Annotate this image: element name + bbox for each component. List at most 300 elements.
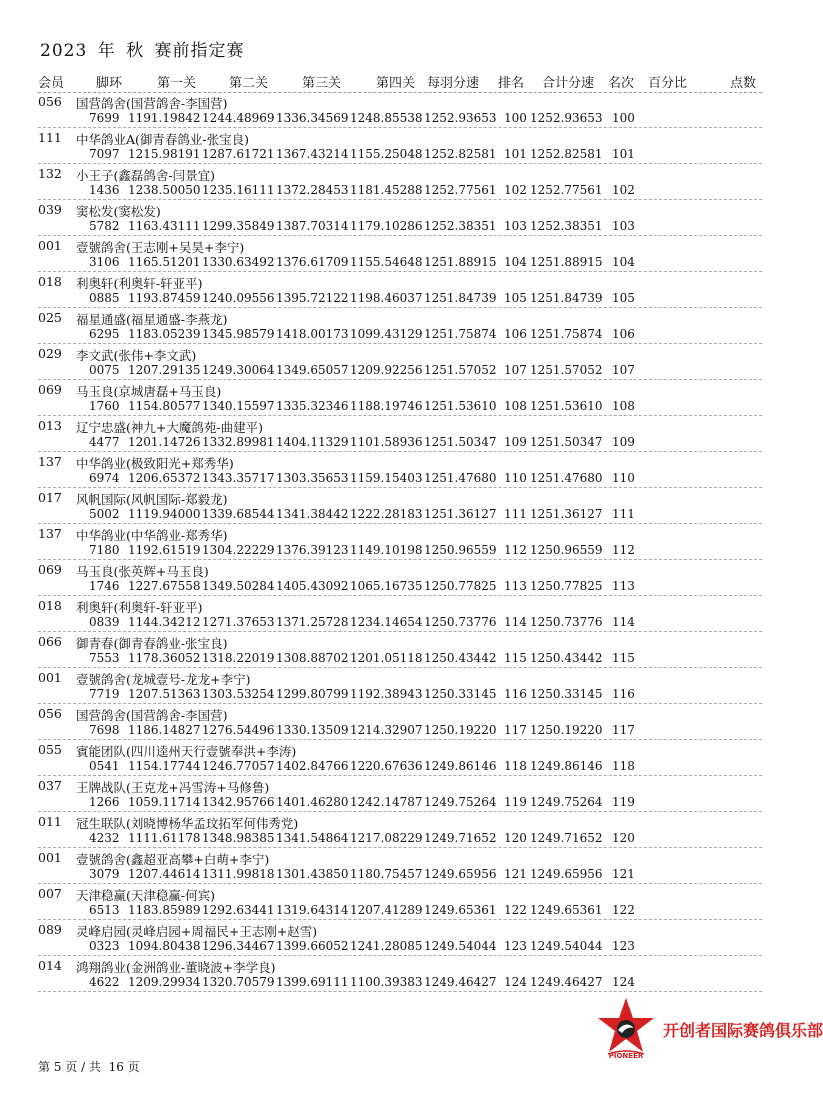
stage3-speed: 1330.13509 (276, 723, 349, 737)
result-line (0, 939, 800, 954)
ring-number: 7719 (89, 687, 120, 701)
table-row (0, 596, 800, 632)
per-bird-speed: 1252.82581 (424, 147, 497, 161)
member-number: 056 (38, 706, 62, 721)
member-number: 001 (38, 850, 62, 865)
per-bird-speed: 1250.73776 (424, 615, 497, 629)
total-speed: 1251.36127 (530, 507, 603, 521)
stage1-speed: 1238.50050 (128, 183, 201, 197)
stage4-speed: 1159.15403 (350, 471, 423, 485)
result-line (0, 327, 800, 342)
place: 103 (612, 219, 635, 233)
ring-number: 0075 (89, 363, 120, 377)
stage1-speed: 1178.36052 (128, 651, 201, 665)
stage3-speed: 1341.54864 (276, 831, 349, 845)
stage1-speed: 1154.17744 (128, 759, 201, 773)
stage2-speed: 1240.09556 (202, 291, 275, 305)
total-speed: 1249.46427 (530, 975, 603, 989)
stage4-speed: 1242.14787 (350, 795, 423, 809)
page-footer: 第 5 页 / 共 16 页 (38, 1060, 140, 1074)
result-line (0, 363, 800, 378)
stage2-speed: 1345.98579 (202, 327, 275, 341)
stage1-speed: 1207.44614 (128, 867, 201, 881)
stage2-speed: 1330.63492 (202, 255, 275, 269)
per-bird-speed: 1249.54044 (424, 939, 497, 953)
rank: 108 (504, 399, 527, 413)
stage1-speed: 1227.67558 (128, 579, 201, 593)
stage1-speed: 1165.51201 (128, 255, 201, 269)
stage2-speed: 1348.98385 (202, 831, 275, 845)
total-speed: 1250.77825 (530, 579, 603, 593)
header-rank: 排名 (498, 76, 525, 91)
result-line (0, 507, 800, 522)
stage3-speed: 1372.28453 (276, 183, 349, 197)
stage2-speed: 1271.37653 (202, 615, 275, 629)
place: 121 (612, 867, 635, 881)
per-bird-speed: 1249.65361 (424, 903, 497, 917)
stage2-speed: 1349.50284 (202, 579, 275, 593)
ring-number: 7699 (89, 111, 120, 125)
table-row (0, 200, 800, 236)
per-bird-speed: 1250.33145 (424, 687, 497, 701)
result-line (0, 831, 800, 846)
total-speed: 1249.86146 (530, 759, 603, 773)
team-name: 中华鸽业(极致阳光+郑秀华) (76, 456, 234, 471)
total-speed: 1252.77561 (530, 183, 603, 197)
total-speed: 1251.57052 (530, 363, 603, 377)
team-name: 中华鸽业A(御青春鸽业-张宝良) (76, 132, 250, 147)
member-number: 055 (38, 742, 62, 757)
per-bird-speed: 1251.53610 (424, 399, 497, 413)
stage3-speed: 1404.11329 (276, 435, 349, 449)
member-number: 025 (38, 310, 62, 325)
club-logo (596, 996, 823, 1060)
stage3-speed: 1405.43092 (276, 579, 349, 593)
team-name: 李文武(张伟+李文武) (76, 348, 197, 363)
team-name: 窦松发(窦松发) (76, 204, 161, 219)
ring-number: 6295 (89, 327, 120, 341)
rank: 119 (504, 795, 527, 809)
table-row (0, 776, 800, 812)
place: 101 (612, 147, 635, 161)
header-total: 合计分速 (542, 76, 595, 91)
total-speed: 1251.50347 (530, 435, 603, 449)
pioneer-star-icon (596, 996, 656, 1060)
stage3-speed: 1376.39123 (276, 543, 349, 557)
rank: 111 (504, 507, 527, 521)
place: 115 (612, 651, 635, 665)
ring-number: 7698 (89, 723, 120, 737)
team-name: 福星通盛(福星通盛-李燕龙) (76, 312, 228, 327)
team-name: 壹號鸽舍(鑫超亚高攀+白萌+李宁) (76, 852, 270, 867)
team-name: 壹號鸽舍(王志刚+吴昊+李宁) (76, 240, 245, 255)
per-bird-speed: 1252.77561 (424, 183, 497, 197)
stage4-speed: 1220.67636 (350, 759, 423, 773)
stage2-speed: 1276.54496 (202, 723, 275, 737)
result-line (0, 291, 800, 306)
stage1-speed: 1201.14726 (128, 435, 201, 449)
member-number: 018 (38, 274, 62, 289)
header-stage3: 第三关 (302, 76, 342, 91)
result-line (0, 975, 800, 990)
rank: 102 (504, 183, 527, 197)
team-name: 辽宁忠盛(神九+大魔鸽苑-曲建平) (76, 420, 263, 435)
ring-number: 1436 (89, 183, 120, 197)
place: 117 (612, 723, 635, 737)
member-number: 001 (38, 238, 62, 253)
ring-number: 0541 (89, 759, 120, 773)
total-speed: 1251.84739 (530, 291, 603, 305)
stage4-speed: 1241.28085 (350, 939, 423, 953)
per-bird-speed: 1251.47680 (424, 471, 497, 485)
stage1-speed: 1094.80438 (128, 939, 201, 953)
stage2-speed: 1332.89981 (202, 435, 275, 449)
result-line (0, 399, 800, 414)
stage1-speed: 1059.11714 (128, 795, 201, 809)
stage3-speed: 1335.32346 (276, 399, 349, 413)
stage2-speed: 1320.70579 (202, 975, 275, 989)
table-row (0, 272, 800, 308)
place: 102 (612, 183, 635, 197)
stage3-speed: 1303.35653 (276, 471, 349, 485)
per-bird-speed: 1251.50347 (424, 435, 497, 449)
member-number: 069 (38, 382, 62, 397)
stage1-speed: 1215.98191 (128, 147, 201, 161)
team-name: 天津稳赢(天津稳赢-何宾) (76, 888, 215, 903)
table-row (0, 668, 800, 704)
stage2-speed: 1318.22019 (202, 651, 275, 665)
stage4-speed: 1234.14654 (350, 615, 423, 629)
result-line (0, 471, 800, 486)
team-name: 风帆国际(风帆国际-郑毅龙) (76, 492, 228, 507)
team-name: 利奥轩(利奥轩-轩亚平) (76, 276, 203, 291)
stage4-speed: 1155.25048 (350, 147, 423, 161)
member-number: 039 (38, 202, 62, 217)
team-name: 賓能团队(四川逵州天行壹號奉洪+李涛) (76, 744, 297, 759)
ring-number: 0885 (89, 291, 120, 305)
table-row (0, 920, 800, 956)
per-bird-speed: 1249.75264 (424, 795, 497, 809)
table-row (0, 524, 800, 560)
stage3-speed: 1301.43850 (276, 867, 349, 881)
member-number: 011 (38, 814, 62, 829)
stage3-speed: 1399.69111 (276, 975, 349, 989)
result-line (0, 435, 800, 450)
place: 105 (612, 291, 635, 305)
table-row (0, 740, 800, 776)
header-member: 会员 (38, 76, 65, 91)
stage4-speed: 1065.16735 (350, 579, 423, 593)
stage2-speed: 1311.99818 (202, 867, 275, 881)
result-line (0, 867, 800, 882)
per-bird-speed: 1252.38351 (424, 219, 497, 233)
member-number: 137 (38, 454, 62, 469)
team-name: 马玉良(张英辉+马玉良) (76, 564, 209, 579)
stage3-speed: 1336.34569 (276, 111, 349, 125)
stage2-speed: 1303.53254 (202, 687, 275, 701)
per-bird-speed: 1249.46427 (424, 975, 497, 989)
ring-number: 3106 (89, 255, 120, 269)
table-row (0, 812, 800, 848)
place: 107 (612, 363, 635, 377)
stage3-speed: 1341.38442 (276, 507, 349, 521)
team-name: 灵峰启园(灵峰启园+周福民+王志刚+赵雪) (76, 924, 318, 939)
member-number: 007 (38, 886, 62, 901)
table-row (0, 704, 800, 740)
place: 116 (612, 687, 635, 701)
rank: 112 (504, 543, 527, 557)
table-row (0, 488, 800, 524)
rank: 103 (504, 219, 527, 233)
ring-number: 6974 (89, 471, 120, 485)
total-speed: 1250.96559 (530, 543, 603, 557)
stage2-speed: 1299.35849 (202, 219, 275, 233)
stage1-speed: 1111.61178 (128, 831, 201, 845)
rank: 120 (504, 831, 527, 845)
result-line (0, 543, 800, 558)
rank: 104 (504, 255, 527, 269)
total-speed: 1251.75874 (530, 327, 603, 341)
ring-number: 7553 (89, 651, 120, 665)
place: 100 (612, 111, 635, 125)
stage1-speed: 1206.65372 (128, 471, 201, 485)
member-number: 089 (38, 922, 62, 937)
place: 110 (612, 471, 635, 485)
table-row (0, 164, 800, 200)
stage4-speed: 1192.38943 (350, 687, 423, 701)
place: 106 (612, 327, 635, 341)
header-ring: 脚环 (96, 76, 123, 91)
member-number: 013 (38, 418, 62, 433)
result-line (0, 111, 800, 126)
stage4-speed: 1188.19746 (350, 399, 423, 413)
total-speed: 1252.93653 (530, 111, 603, 125)
stage3-speed: 1387.70314 (276, 219, 349, 233)
ring-number: 6513 (89, 903, 120, 917)
total-speed: 1250.73776 (530, 615, 603, 629)
place: 124 (612, 975, 635, 989)
ring-number: 5002 (89, 507, 120, 521)
table-row (0, 416, 800, 452)
rank: 124 (504, 975, 527, 989)
place: 120 (612, 831, 635, 845)
stage4-speed: 1214.32907 (350, 723, 423, 737)
member-number: 066 (38, 634, 62, 649)
stage3-speed: 1367.43214 (276, 147, 349, 161)
result-line (0, 147, 800, 162)
per-bird-speed: 1249.65956 (424, 867, 497, 881)
member-number: 037 (38, 778, 62, 793)
per-bird-speed: 1249.86146 (424, 759, 497, 773)
stage2-speed: 1296.34467 (202, 939, 275, 953)
stage4-speed: 1100.39383 (350, 975, 423, 989)
stage4-speed: 1217.08229 (350, 831, 423, 845)
member-number: 018 (38, 598, 62, 613)
stage1-speed: 1154.80577 (128, 399, 201, 413)
stage3-speed: 1395.72122 (276, 291, 349, 305)
result-line (0, 183, 800, 198)
header-stage4: 第四关 (376, 76, 416, 91)
member-number: 029 (38, 346, 62, 361)
stage3-speed: 1376.61709 (276, 255, 349, 269)
stage4-speed: 1181.45288 (350, 183, 423, 197)
rank: 122 (504, 903, 527, 917)
header-percent: 百分比 (648, 76, 688, 91)
member-number: 132 (38, 166, 62, 181)
place: 122 (612, 903, 635, 917)
result-line (0, 687, 800, 702)
stage3-speed: 1308.88702 (276, 651, 349, 665)
ring-number: 4477 (89, 435, 120, 449)
header-stage1: 第一关 (157, 76, 197, 91)
stage2-speed: 1244.48969 (202, 111, 275, 125)
logo-badge-text: PIONEER (608, 1052, 644, 1060)
result-line (0, 579, 800, 594)
total-speed: 1249.54044 (530, 939, 603, 953)
rank: 116 (504, 687, 527, 701)
stage2-speed: 1246.77057 (202, 759, 275, 773)
table-header (38, 72, 768, 92)
rank: 109 (504, 435, 527, 449)
stage4-speed: 1209.92256 (350, 363, 423, 377)
place: 119 (612, 795, 635, 809)
ring-number: 5782 (89, 219, 120, 233)
place: 111 (612, 507, 635, 521)
stage2-speed: 1343.35717 (202, 471, 275, 485)
team-name: 小王子(鑫磊鸽舍-闫景宜) (76, 168, 215, 183)
result-line (0, 651, 800, 666)
row-divider (38, 991, 762, 992)
team-name: 利奥轩(利奥轩-轩亚平) (76, 600, 203, 615)
place: 113 (612, 579, 635, 593)
stage3-speed: 1299.80799 (276, 687, 349, 701)
stage4-speed: 1248.85538 (350, 111, 423, 125)
result-line (0, 219, 800, 234)
member-number: 014 (38, 958, 62, 973)
team-name: 王牌战队(王克龙+冯雪涛+马修鲁) (76, 780, 270, 795)
result-line (0, 255, 800, 270)
stage1-speed: 1191.19842 (128, 111, 201, 125)
stage1-speed: 1209.29934 (128, 975, 201, 989)
per-bird-speed: 1251.88915 (424, 255, 497, 269)
table-row (0, 344, 800, 380)
per-bird-speed: 1250.19220 (424, 723, 497, 737)
per-bird-speed: 1249.71652 (424, 831, 497, 845)
page-title: 2023 年 秋 赛前指定赛 (40, 41, 245, 61)
table-row (0, 560, 800, 596)
total-speed: 1249.65361 (530, 903, 603, 917)
stage3-speed: 1319.64314 (276, 903, 349, 917)
stage1-speed: 1207.29135 (128, 363, 201, 377)
table-row (0, 956, 800, 992)
per-bird-speed: 1252.93653 (424, 111, 497, 125)
header-place: 名次 (608, 76, 635, 91)
stage4-speed: 1201.05118 (350, 651, 423, 665)
rank: 101 (504, 147, 527, 161)
member-number: 056 (38, 94, 62, 109)
stage3-speed: 1399.66052 (276, 939, 349, 953)
team-name: 冠生联队(刘晓博杨华孟玟拓军何伟秀党) (76, 816, 299, 831)
table-row (0, 308, 800, 344)
result-line (0, 903, 800, 918)
stage4-speed: 1222.28183 (350, 507, 423, 521)
rank: 107 (504, 363, 527, 377)
result-line (0, 759, 800, 774)
rank: 114 (504, 615, 527, 629)
team-name: 鸿翔鸽业(金洲鸽业-董晓波+李学良) (76, 960, 276, 975)
per-bird-speed: 1251.84739 (424, 291, 497, 305)
ring-number: 7097 (89, 147, 120, 161)
table-row (0, 236, 800, 272)
team-name: 国营鸽舍(国营鸽舍-李国营) (76, 96, 228, 111)
stage1-speed: 1119.94000 (128, 507, 201, 521)
stage1-speed: 1183.05239 (128, 327, 201, 341)
member-number: 017 (38, 490, 62, 505)
logo-text: 开创者国际赛鸽俱乐部 (663, 1021, 823, 1040)
stage4-speed: 1099.43129 (350, 327, 423, 341)
stage3-speed: 1401.46280 (276, 795, 349, 809)
total-speed: 1250.19220 (530, 723, 603, 737)
stage1-speed: 1207.51363 (128, 687, 201, 701)
team-name: 壹號鸽舍(龙城壹号-龙龙+李宁) (76, 672, 251, 687)
ring-number: 0839 (89, 615, 120, 629)
stage4-speed: 1207.41289 (350, 903, 423, 917)
table-row (0, 632, 800, 668)
records-list (0, 92, 800, 992)
team-name: 中华鸽业(中华鸽业-郑秀华) (76, 528, 228, 543)
rank: 118 (504, 759, 527, 773)
rank: 113 (504, 579, 527, 593)
total-speed: 1251.88915 (530, 255, 603, 269)
place: 123 (612, 939, 635, 953)
rank: 110 (504, 471, 527, 485)
per-bird-speed: 1250.43442 (424, 651, 497, 665)
stage2-speed: 1304.22229 (202, 543, 275, 557)
total-speed: 1249.75264 (530, 795, 603, 809)
rank: 117 (504, 723, 527, 737)
place: 112 (612, 543, 635, 557)
table-row (0, 452, 800, 488)
stage1-speed: 1192.61519 (128, 543, 201, 557)
stage1-speed: 1193.87459 (128, 291, 201, 305)
team-name: 国营鸽舍(国营鸽舍-李国营) (76, 708, 228, 723)
stage3-speed: 1402.84766 (276, 759, 349, 773)
rank: 115 (504, 651, 527, 665)
stage2-speed: 1340.15597 (202, 399, 275, 413)
stage2-speed: 1342.95766 (202, 795, 275, 809)
total-speed: 1249.71652 (530, 831, 603, 845)
stage4-speed: 1101.58936 (350, 435, 423, 449)
team-name: 马玉良(京城唐磊+马玉良) (76, 384, 222, 399)
ring-number: 3079 (89, 867, 120, 881)
member-number: 111 (38, 130, 62, 145)
stage3-speed: 1349.65057 (276, 363, 349, 377)
per-bird-speed: 1251.57052 (424, 363, 497, 377)
stage4-speed: 1180.75457 (350, 867, 423, 881)
rank: 106 (504, 327, 527, 341)
stage2-speed: 1292.63441 (202, 903, 275, 917)
place: 108 (612, 399, 635, 413)
stage4-speed: 1149.10198 (350, 543, 423, 557)
per-bird-speed: 1251.36127 (424, 507, 497, 521)
team-name: 御青春(御青春鸽业-张宝良) (76, 636, 228, 651)
table-row (0, 380, 800, 416)
stage2-speed: 1287.61721 (202, 147, 275, 161)
stage1-speed: 1186.14827 (128, 723, 201, 737)
total-speed: 1251.53610 (530, 399, 603, 413)
ring-number: 4622 (89, 975, 120, 989)
ring-number: 7180 (89, 543, 120, 557)
